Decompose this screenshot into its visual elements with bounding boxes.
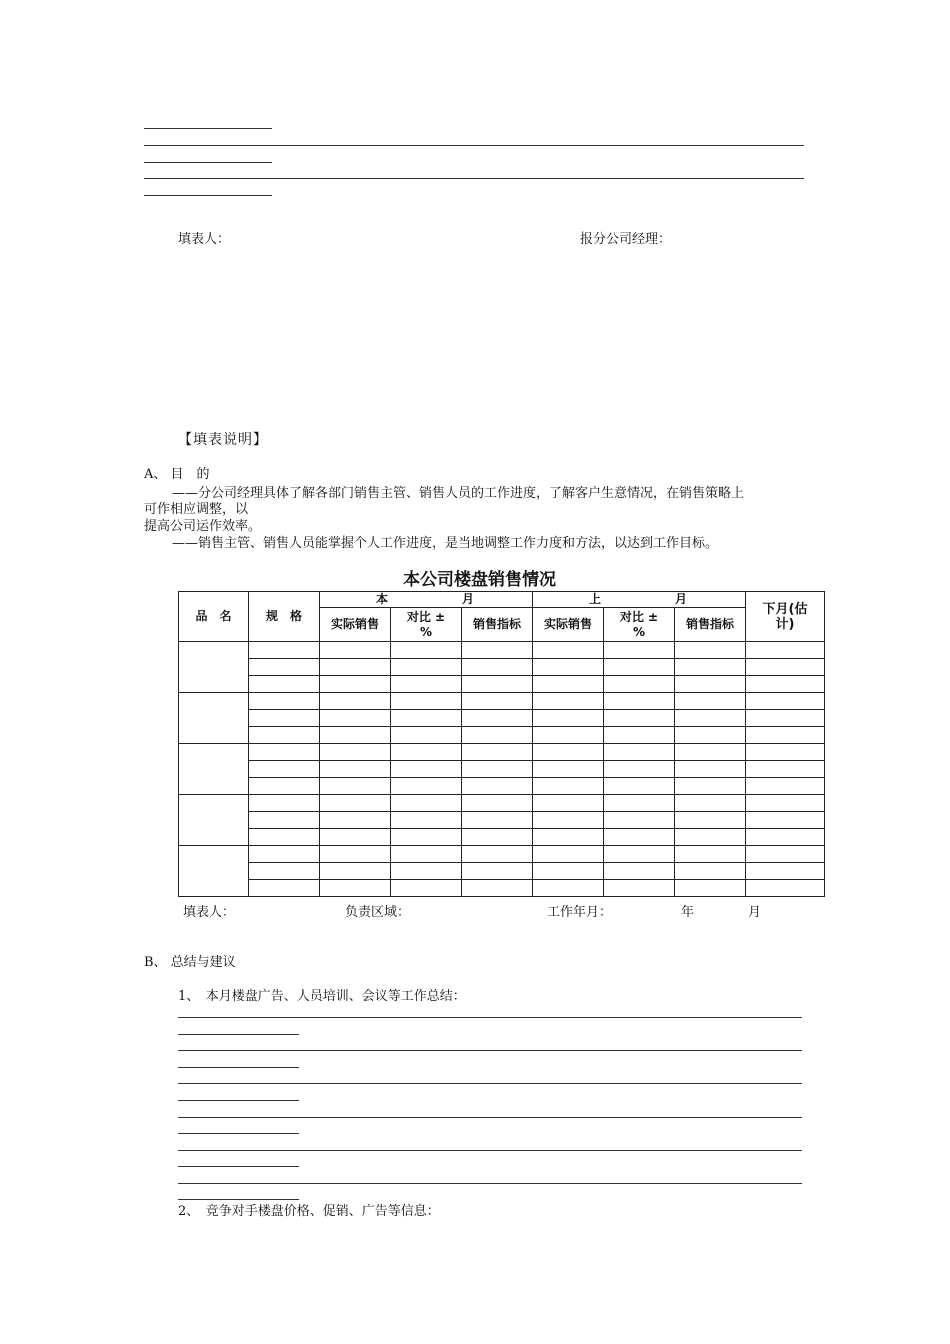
table-cell[interactable] (320, 659, 391, 676)
table-cell[interactable] (391, 710, 462, 727)
footer-year: 年 (681, 905, 695, 920)
table-row (179, 761, 825, 778)
table-cell[interactable] (746, 710, 825, 727)
blank-line (178, 1034, 299, 1035)
table-cell[interactable] (249, 846, 320, 863)
table-cell[interactable] (604, 812, 675, 829)
table-cell[interactable] (320, 829, 391, 846)
blank-line (178, 1117, 802, 1118)
table-row (179, 880, 825, 897)
header-target-label: 销售指标 (686, 617, 735, 631)
table-cell[interactable] (746, 744, 825, 761)
table-cell[interactable] (391, 795, 462, 812)
table-cell[interactable] (320, 710, 391, 727)
table-cell[interactable] (675, 710, 746, 727)
table-cell[interactable] (604, 761, 675, 778)
header-target (675, 608, 746, 642)
table-cell[interactable] (675, 761, 746, 778)
header-this-month-char1: 本 (376, 592, 389, 606)
table-cell[interactable] (249, 659, 320, 676)
header-target-label: 销售指标 (473, 617, 522, 631)
table-cell[interactable] (462, 778, 533, 795)
footer-month: 月 (748, 905, 762, 920)
table-cell[interactable] (462, 642, 533, 659)
section-a-heading: A、 目 的 (144, 467, 210, 482)
product-name-cell[interactable] (179, 795, 249, 846)
header-last-month (533, 592, 746, 608)
table-cell[interactable] (533, 659, 604, 676)
product-name-cell[interactable] (179, 693, 249, 744)
blank-line (178, 1166, 299, 1167)
table-cell[interactable] (746, 863, 825, 880)
table-cell[interactable] (675, 693, 746, 710)
table-cell[interactable] (746, 761, 825, 778)
table-cell[interactable] (533, 642, 604, 659)
header-actual-sales (320, 608, 391, 642)
table-cell[interactable] (249, 880, 320, 897)
header-compare (604, 608, 675, 642)
table-cell[interactable] (533, 744, 604, 761)
table-cell[interactable] (604, 778, 675, 795)
blank-line (144, 145, 804, 146)
table-cell[interactable] (746, 880, 825, 897)
table-cell[interactable] (391, 693, 462, 710)
instructions-heading: 【填表说明】 (178, 432, 268, 448)
table-row (179, 812, 825, 829)
table-cell[interactable] (746, 727, 825, 744)
instruction-line: 提高公司运作效率。 (144, 519, 262, 534)
table-cell[interactable] (249, 812, 320, 829)
blank-line (178, 1150, 802, 1151)
table-cell[interactable] (675, 727, 746, 744)
table-cell[interactable] (746, 846, 825, 863)
table-cell[interactable] (320, 846, 391, 863)
blank-line (178, 1100, 299, 1101)
table-cell[interactable] (320, 778, 391, 795)
header-last-month-char1: 上 (589, 592, 602, 606)
blank-line (178, 1199, 299, 1200)
table-cell[interactable] (533, 829, 604, 846)
table-cell[interactable] (249, 676, 320, 693)
table-cell[interactable] (533, 880, 604, 897)
table-cell[interactable] (604, 642, 675, 659)
filler-label: 填表人： (178, 232, 231, 247)
header-compare (391, 608, 462, 642)
table-cell[interactable] (249, 761, 320, 778)
header-spec: 规 格 (249, 592, 320, 642)
table-row (179, 727, 825, 744)
table-cell[interactable] (462, 846, 533, 863)
table-cell[interactable] (604, 863, 675, 880)
blank-line (144, 195, 272, 196)
table-cell[interactable] (533, 778, 604, 795)
table-cell[interactable] (391, 880, 462, 897)
table-cell[interactable] (249, 863, 320, 880)
section-b-item2: 2、 竞争对手楼盘价格、促销、广告等信息： (178, 1204, 440, 1219)
table-cell[interactable] (533, 812, 604, 829)
table-cell[interactable] (249, 693, 320, 710)
table-body (179, 642, 825, 897)
table-cell[interactable] (391, 727, 462, 744)
table-row (179, 863, 825, 880)
table-row (179, 693, 825, 710)
table-cell[interactable] (746, 795, 825, 812)
table-row (179, 710, 825, 727)
table-row (179, 642, 825, 659)
table-cell[interactable] (391, 846, 462, 863)
header-this-month-char2: 月 (462, 592, 475, 606)
table-cell[interactable] (249, 642, 320, 659)
header-target (462, 608, 533, 642)
header-actual-sales-label: 实际销售 (544, 617, 593, 631)
table-cell[interactable] (462, 880, 533, 897)
table-row (179, 676, 825, 693)
table-cell[interactable] (320, 642, 391, 659)
table-cell[interactable] (249, 795, 320, 812)
table-cell[interactable] (391, 863, 462, 880)
blank-line (178, 1183, 802, 1184)
product-name-cell[interactable] (179, 642, 249, 693)
table-cell[interactable] (675, 829, 746, 846)
table-cell[interactable] (462, 659, 533, 676)
table-cell[interactable] (675, 846, 746, 863)
table-cell[interactable] (320, 727, 391, 744)
blank-line (178, 1083, 802, 1084)
table-cell[interactable] (462, 710, 533, 727)
table-cell[interactable] (533, 795, 604, 812)
table-title: 本公司楼盘销售情况 (403, 570, 556, 590)
table-cell[interactable] (391, 761, 462, 778)
table-row (179, 829, 825, 846)
table-cell[interactable] (533, 846, 604, 863)
header-actual-sales (533, 608, 604, 642)
table-cell[interactable] (533, 863, 604, 880)
blank-line (144, 178, 804, 179)
table-cell[interactable] (533, 727, 604, 744)
table-cell[interactable] (533, 761, 604, 778)
table-cell[interactable] (533, 676, 604, 693)
table-cell[interactable] (604, 710, 675, 727)
table-cell[interactable] (391, 778, 462, 795)
table-cell[interactable] (391, 812, 462, 829)
table-cell[interactable] (249, 778, 320, 795)
table-cell[interactable] (391, 642, 462, 659)
table-cell[interactable] (462, 761, 533, 778)
table-cell[interactable] (391, 659, 462, 676)
header-product-name: 品 名 (179, 592, 249, 642)
table-cell[interactable] (391, 744, 462, 761)
table-row (179, 778, 825, 795)
table-cell[interactable] (675, 778, 746, 795)
table-cell[interactable] (675, 880, 746, 897)
footer-filler: 填表人： (183, 905, 236, 920)
header-this-month (320, 592, 533, 608)
table-cell[interactable] (675, 795, 746, 812)
table-cell[interactable] (320, 863, 391, 880)
blank-line (178, 1067, 299, 1068)
table-cell[interactable] (675, 659, 746, 676)
footer-area: 负责区域： (345, 905, 411, 920)
table-cell[interactable] (604, 693, 675, 710)
blank-line (178, 1133, 299, 1134)
table-cell[interactable] (746, 778, 825, 795)
instruction-line: ——销售主管、销售人员能掌握个人工作进度，是当地调整工作力度和方法，以达到工作目标。 (172, 536, 719, 551)
table-cell[interactable] (604, 744, 675, 761)
table-cell[interactable] (675, 744, 746, 761)
table-cell[interactable] (675, 812, 746, 829)
section-b-item1: 1、 本月楼盘广告、人员培训、会议等工作总结： (178, 989, 466, 1004)
table-cell[interactable] (462, 829, 533, 846)
table-cell[interactable] (746, 642, 825, 659)
table-cell[interactable] (462, 727, 533, 744)
header-compare-label: 对比 ±% (406, 609, 446, 639)
table-cell[interactable] (746, 659, 825, 676)
table-cell[interactable] (746, 693, 825, 710)
table-cell[interactable] (604, 846, 675, 863)
header-next-month (746, 592, 825, 642)
header-next-month-label: 下月(估计) (762, 601, 808, 632)
blank-line (178, 1050, 802, 1051)
table-cell[interactable] (746, 812, 825, 829)
table-cell[interactable] (462, 812, 533, 829)
table-cell[interactable] (462, 676, 533, 693)
table-cell[interactable] (675, 863, 746, 880)
table-cell[interactable] (320, 795, 391, 812)
header-last-month-char2: 月 (675, 592, 688, 606)
table-cell[interactable] (320, 812, 391, 829)
table-cell[interactable] (462, 693, 533, 710)
table-cell[interactable] (320, 880, 391, 897)
table-cell[interactable] (604, 659, 675, 676)
table-cell[interactable] (249, 829, 320, 846)
table-cell[interactable] (320, 676, 391, 693)
table-cell[interactable] (462, 744, 533, 761)
table-cell[interactable] (604, 880, 675, 897)
table-row (179, 795, 825, 812)
table-cell[interactable] (604, 676, 675, 693)
table-cell[interactable] (533, 693, 604, 710)
table-cell[interactable] (675, 676, 746, 693)
product-name-cell[interactable] (179, 744, 249, 795)
table-cell[interactable] (391, 829, 462, 846)
section-b-heading: B、 总结与建议 (144, 955, 236, 970)
table-cell[interactable] (249, 727, 320, 744)
table-cell[interactable] (320, 761, 391, 778)
table-cell[interactable] (462, 863, 533, 880)
footer-work-date: 工作年月： (547, 905, 613, 920)
instruction-line: ——分公司经理具体了解各部门销售主管、销售人员的工作进度，了解客户生意情况，在销售策略上 (172, 486, 745, 501)
blank-line (178, 1017, 802, 1018)
table-cell[interactable] (320, 744, 391, 761)
table-cell[interactable] (249, 710, 320, 727)
table-cell[interactable] (675, 642, 746, 659)
table-cell[interactable] (604, 727, 675, 744)
table-row (179, 659, 825, 676)
header-compare-label: 对比 ±% (619, 609, 659, 639)
table-cell[interactable] (320, 693, 391, 710)
product-name-cell[interactable] (179, 846, 249, 897)
manager-label: 报分公司经理： (580, 232, 672, 247)
table-cell[interactable] (746, 676, 825, 693)
header-actual-sales-label: 实际销售 (331, 617, 380, 631)
table-cell[interactable] (604, 795, 675, 812)
sales-table (178, 591, 825, 897)
blank-line (144, 162, 272, 163)
table-row (179, 846, 825, 863)
instruction-line: 可作相应调整，以 (144, 502, 249, 517)
table-cell[interactable] (604, 829, 675, 846)
table-cell[interactable] (391, 676, 462, 693)
table-cell[interactable] (462, 795, 533, 812)
table-cell[interactable] (249, 744, 320, 761)
table-row (179, 744, 825, 761)
blank-line (144, 128, 272, 129)
table-cell[interactable] (746, 829, 825, 846)
table-cell[interactable] (533, 710, 604, 727)
